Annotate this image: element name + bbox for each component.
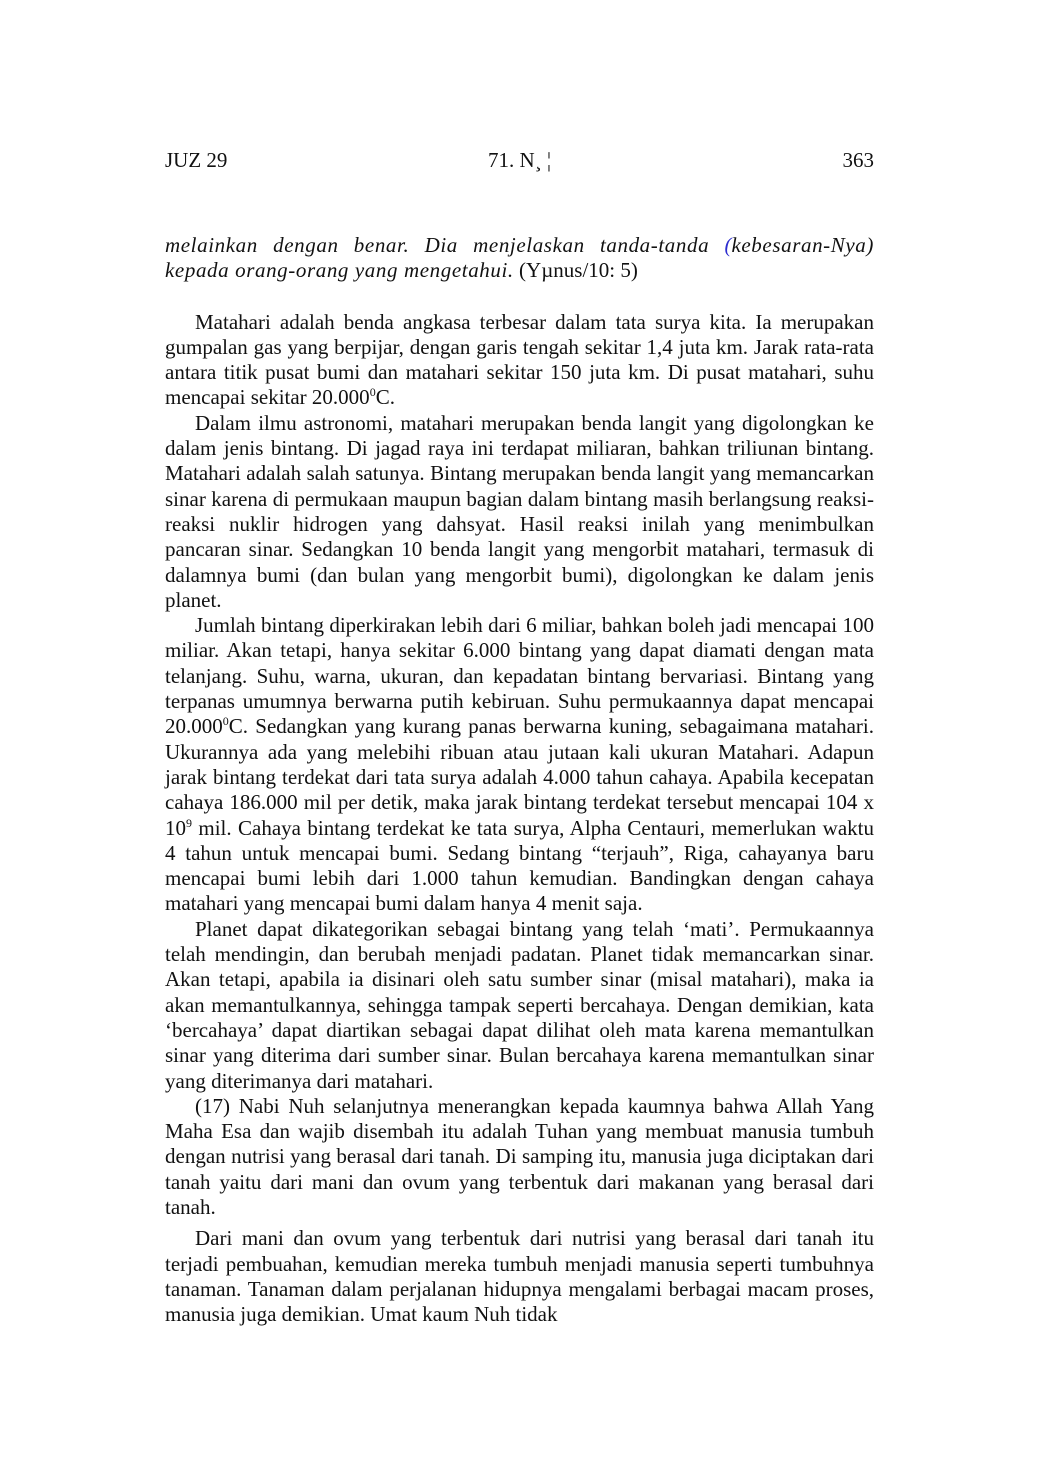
paragraph-planet: Planet dapat dikategorikan sebagai bintang yang telah ‘mati’. Permukaannya telah mendingin, dan berubah menjadi padatan. Planet tidak memancarkan sinar. Akan tetapi, apabila ia disinari oleh satu sumber sinar (misal matahari), maka ia akan memantulkannya, sehingga tampak seperti bercahaya. Dengan demikian, kata ‘bercahaya’ dapat diartikan sebagai dapat dilihat oleh mata karena memantulkan sinar yang diterima dari sumber sinar. Bulan bercahaya karena memantulkan sinar yang diterimanya dari matahari. — [165, 916, 874, 1093]
paragraph-text: Matahari adalah benda angkasa terbesar dalam tata surya kita. Ia merupakan gumpalan gas yang berpijar, dengan garis tengah sekitar 1,4 juta km. Jarak rata-rata antara titik pusat bumi dan matahari sekitar 150 juta km. Di pusat matahari, suhu mencapai sekitar 20.000 — [165, 309, 874, 410]
paragraph-matahari — [165, 310, 874, 411]
page-number: 363 — [842, 148, 874, 172]
quran-translation-quote — [165, 233, 874, 284]
page-header — [165, 146, 874, 174]
body-text — [165, 233, 874, 1327]
paragraph-text: C. Sedangkan yang kurang panas berwarna kuning, sebagaimana matahari. Ukurannya ada yang melebihi ribuan atau jutaan kali ukuran Matahari. Adapun jarak bintang terdekat dari tata surya adalah 4.000 tahun cahaya. Apabila kecepatan cahaya 186.000 mil per detik, maka jarak bintang terdekat tersebut mencapai 104 x 10 — [165, 714, 874, 840]
paragraph-text: C. — [375, 385, 395, 410]
quote-text-part-1: melainkan dengan benar. Dia menjelaskan tanda-tanda — [165, 233, 725, 257]
paragraph-jumlah-bintang — [165, 613, 874, 917]
paragraph-astronomi: Dalam ilmu astronomi, matahari merupakan benda langit yang digolongkan ke dalam jenis bintang. Di jagad raya ini terdapat miliaran, bahkan triliunan bintang. Matahari adalah salah satunya. Bintang merupakan benda langit yang memancarkan sinar karena di permukaan maupun bagian dalam bintang masih berlangsung reaksi-reaksi nuklir hidrogen yang dahsyat. Hasil reaksi inilah yang menimbulkan pancaran sinar. Sedangkan 10 benda langit yang mengorbit matahari, termasuk di dalamnya bumi (dan bulan yang mengorbit bumi), digolongkan ke dalam jenis planet. — [165, 410, 874, 612]
surah-label: 71. N¸ ¦ — [487, 148, 552, 172]
quote-reference: (Yµnus/10: 5) — [513, 258, 638, 283]
quote-open-paren: ( — [724, 233, 732, 257]
paragraph-nabi-nuh: (17) Nabi Nuh selanjutnya menerangkan kepada kaumnya bahwa Allah Yang Maha Esa dan wajib disembah itu adalah Tuhan yang membuat manusia tumbuh dengan nutrisi yang berasal dari tanah. Di samping itu, manusia juga diciptakan dari tanah yaitu dari mani dan ovum yang terbentuk dari makanan yang berasal dari tanah. — [165, 1093, 874, 1219]
quote-text-part-2: kebesaran-Nya) kepada orang-orang yang mengetahui. — [165, 233, 874, 283]
paragraph-text: mil. Cahaya bintang terdekat ke tata surya, Alpha Centauri, memerlukan waktu 4 tahun untuk mencapai bumi. Sedang bintang “terjauh”, Riga, cahayanya baru mencapai bumi lebih dari 1.000 tahun kemudian. Bandingkan dengan cahaya matahari yang mencapai bumi dalam hanya 4 menit saja. — [165, 815, 874, 916]
paragraph-text: Jumlah bintang diperkirakan lebih dari 6 miliar, bahkan boleh jadi mencapai 100 miliar. Akan tetapi, hanya sekitar 6.000 bintang yang dapat diamati dengan mata telanjang. Suhu, warna, ukuran, dan kepadatan bintang bervariasi. Bintang yang terpanas umumnya berwarna putih kebiruan. Suhu permukaannya dapat mencapai 20.000 — [165, 613, 874, 739]
degree-superscript: 0 — [369, 385, 376, 400]
juz-label: JUZ 29 — [165, 148, 228, 172]
exponent-superscript: 9 — [186, 815, 192, 830]
paragraph-mani-ovum: Dari mani dan ovum yang terbentuk dari nutrisi yang berasal dari tanah itu terjadi pembuahan, kemudian mereka tumbuh menjadi manusia seperti tumbuhnya tanaman. Tanaman dalam perjalanan hidupnya mengalami berbagai macam proses, manusia juga demikian. Umat kaum Nuh tidak — [165, 1226, 874, 1327]
degree-superscript: 0 — [222, 714, 229, 729]
